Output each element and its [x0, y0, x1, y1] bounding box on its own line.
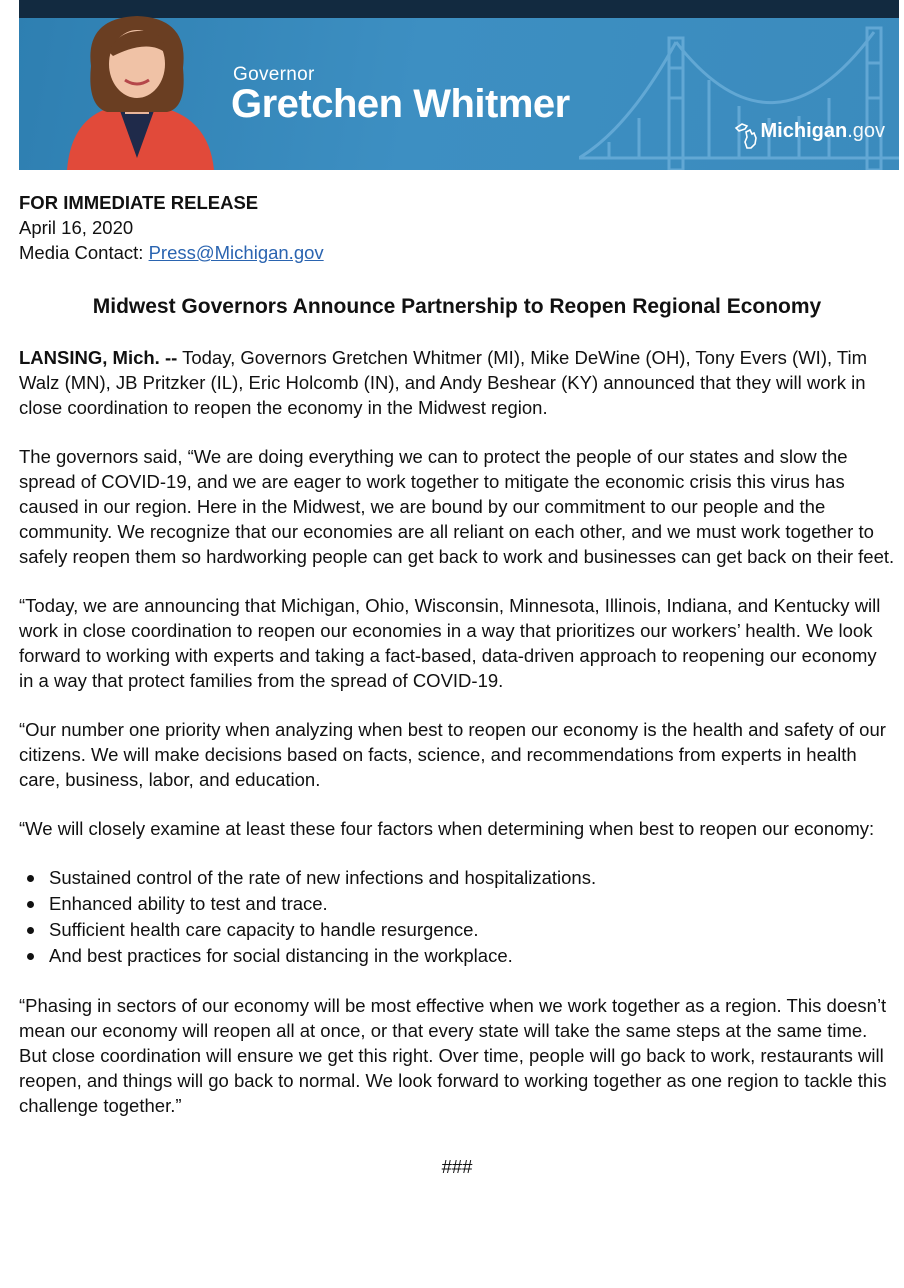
governor-label: Governor — [233, 64, 315, 85]
paragraph-6: “Phasing in sectors of our economy will be most effective when we work together as a region. This doesn’t mean our economy will reopen all at once, or that every state will take the same steps at the same time. But close coordination will ensure we get this right. Over time, people will go back to work, restaurants will reopen, and things will go back to normal. We look forward to working together as one region to tackle this challenge together.” — [19, 995, 887, 1116]
list-item: Enhanced ability to test and trace. — [19, 891, 895, 917]
release-date: April 16, 2020 — [19, 217, 134, 238]
release-label: FOR IMMEDIATE RELEASE — [19, 192, 259, 213]
logo-text-michigan: Michigan — [760, 120, 848, 142]
factors-list — [19, 865, 895, 969]
list-item: Sufficient health care capacity to handle resurgence. — [19, 917, 895, 943]
paragraph-2: The governors said, “We are doing everything we can to protect the people of our states and slow the spread of COVID-19, and we are eager to work together to mitigate the economic crisis this virus has caused in our region. Here in the Midwest, we are bound by our commitment to our people and the community. We recognize that our economies are all reliant on each other, and we must work together to safely reopen them so hardworking people can get back to work and businesses can get back on their feet. — [19, 446, 895, 567]
media-contact — [19, 240, 895, 265]
governor-name: Gretchen Whitmer — [231, 82, 570, 126]
headline: Midwest Governors Announce Partnership to Reopen Regional Economy — [92, 295, 822, 318]
michigan-gov-logo[interactable] — [733, 120, 885, 150]
paragraph-1 — [19, 345, 895, 420]
paragraph-5: “We will closely examine at least these four factors when determining when best to reopen our economy: — [19, 818, 875, 839]
paragraph-1-text: Today, Governors Gretchen Whitmer (MI), Mike DeWine (OH), Tony Evers (WI), Tim Walz (MN), JB Pritzker (IL), Eric Holcomb (IN), and Andy Beshear (KY) announced that they will work in close coordination to reopen the economy in the Midwest region. — [19, 347, 868, 418]
governor-portrait — [49, 8, 224, 170]
press-release — [19, 190, 895, 1178]
logo-text-gov: .gov — [847, 120, 885, 142]
paragraph-3: “Today, we are announcing that Michigan, Ohio, Wisconsin, Minnesota, Illinois, Indiana, and Kentucky will work in close coordination to reopen our economies in a way that prioritizes our workers’ health. We look forward to working with experts and taking a fact-based, data-driven approach to reopening our economy in a way that protect families from the spread of COVID-19. — [19, 595, 881, 691]
media-contact-email-link[interactable]: Press@Michigan.gov — [148, 242, 324, 263]
end-mark: ### — [441, 1156, 473, 1177]
paragraph-4: “Our number one priority when analyzing when best to reopen our economy is the health and safety of our citizens. We will make decisions based on facts, science, and recommendations from experts in health care, business, labor, and education. — [19, 719, 886, 790]
list-item: And best practices for social distancing in the workplace. — [19, 943, 895, 969]
header-banner — [19, 0, 899, 170]
release-meta — [19, 190, 895, 265]
dateline: LANSING, Mich. -- — [19, 347, 178, 368]
media-contact-label: Media Contact: — [19, 242, 149, 263]
list-item: Sustained control of the rate of new infections and hospitalizations. — [19, 865, 895, 891]
michigan-mitten-icon — [733, 120, 759, 150]
